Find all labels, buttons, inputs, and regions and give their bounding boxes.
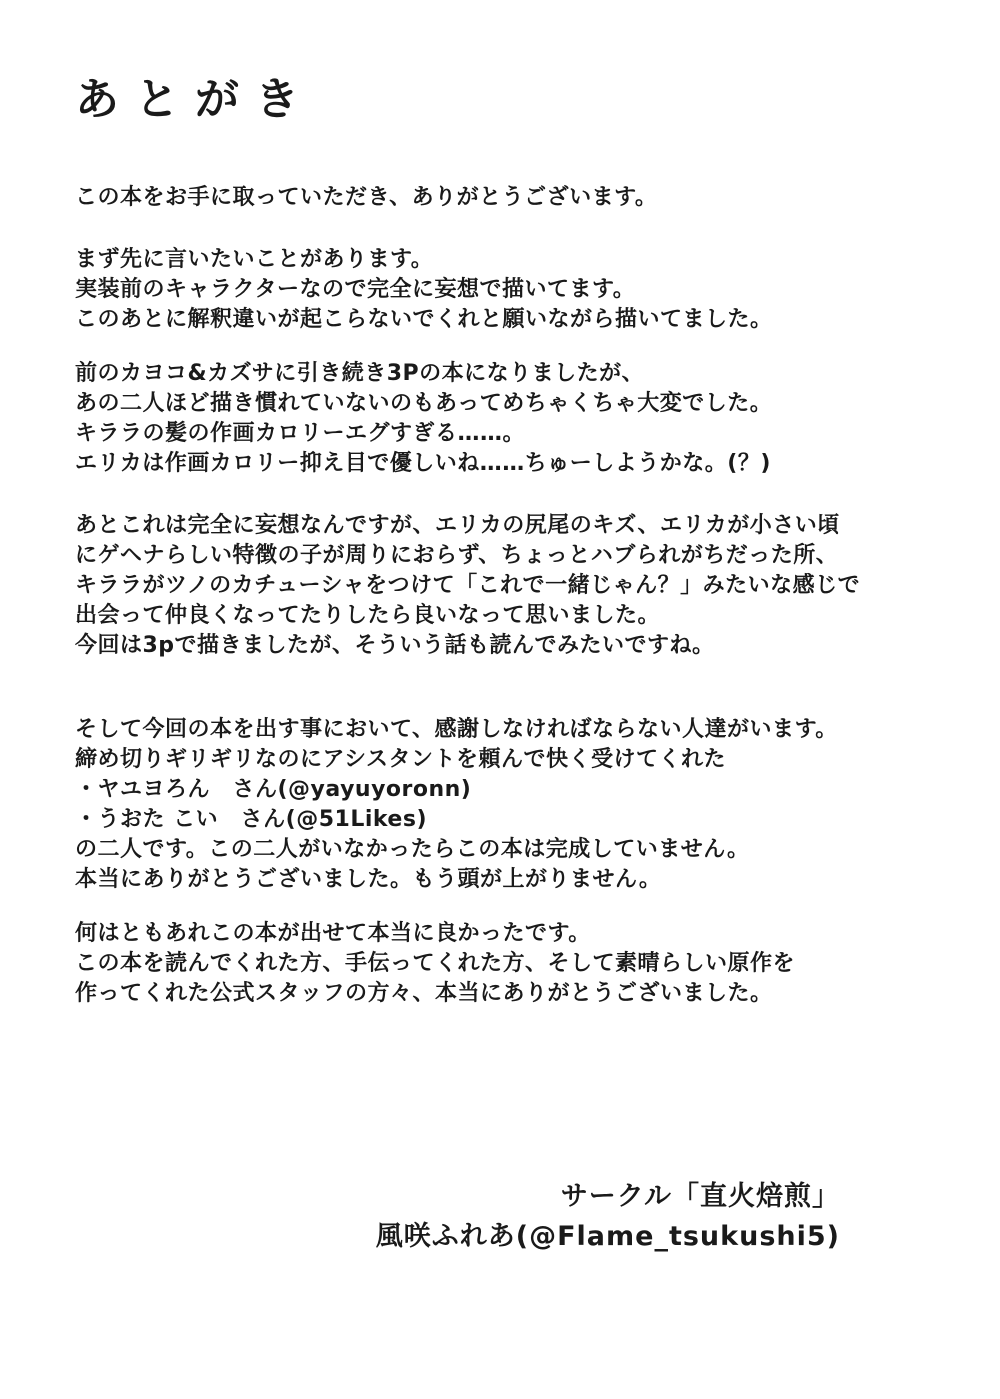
text-line: まず先に言いたいことがあります。	[75, 247, 434, 272]
paragraph-thanks	[75, 183, 940, 213]
text-line: この本をお手に取っていただき、ありがとうございます。	[75, 185, 658, 210]
paragraph-headcanon	[75, 511, 940, 661]
text-line: このあとに解釈違いが起こらないでくれと願いながら描いてました。	[75, 307, 773, 332]
text-line: 今回は3pで描きましたが、そういう話も読んでみたいですね。	[75, 633, 715, 658]
circle-name: サークル「直火焙煎」	[560, 1181, 840, 1212]
paragraph-acknowledgements	[75, 715, 940, 895]
text-line: 本当にありがとうございました。もう頭が上がりません。	[75, 867, 662, 892]
text-line: にゲヘナらしい特徴の子が周りにおらず、ちょっとハブられがちだった所、	[75, 543, 839, 568]
author-name: 風咲ふれあ(@Flame_tsukushi5)	[375, 1221, 840, 1252]
paragraph-drawing-notes	[75, 359, 940, 479]
text-line: 実装前のキャラクターなので完全に妄想で描いてます。	[75, 277, 636, 302]
text-line: あとこれは完全に妄想なんですが、エリカの尻尾のキズ、エリカが小さい頃	[75, 513, 840, 538]
paragraph-closing	[75, 919, 940, 1009]
text-line: 出会って仲良くなってたりしたら良いなって思いました。	[75, 603, 661, 628]
text-line: キララの髪の作画カロリーエグすぎる……。	[75, 421, 526, 446]
text-line assistant-credit: ・ヤユヨろん さん(@yayuyoronn)	[75, 777, 472, 802]
text-line: 前のカヨコ&カズサに引き続き3Pの本になりましたが、	[75, 361, 645, 386]
text-line: 締め切りギリギリなのにアシスタントを頼んで快く受けてくれた	[75, 747, 726, 772]
text-line: この本を読んでくれた方、手伝ってくれた方、そして素晴らしい原作を	[75, 951, 796, 976]
text-line: キララがツノのカチューシャをつけて「これで一緒じゃん？」みたいな感じで	[75, 573, 861, 598]
text-line: あの二人ほど描き慣れていないのもあってめちゃくちゃ大変でした。	[75, 391, 773, 416]
text-line assistant-credit: ・うおた こい さん(@51Likes)	[75, 807, 427, 832]
page-title: あとがき	[75, 74, 315, 125]
text-line: の二人です。この二人がいなかったらこの本は完成していません。	[75, 837, 750, 862]
text-line: 作ってくれた公式スタッフの方々、本当にありがとうございました。	[75, 981, 773, 1006]
signature-block	[75, 1177, 940, 1257]
paragraph-disclaimer	[75, 245, 940, 335]
text-line: エリカは作画カロリー抑え目で優しいね……ちゅーしようかな。(？)	[75, 451, 771, 476]
text-line: そして今回の本を出す事において、感謝しなければならない人達がいます。	[75, 717, 838, 742]
text-line: 何はともあれこの本が出せて本当に良かったです。	[75, 921, 591, 946]
